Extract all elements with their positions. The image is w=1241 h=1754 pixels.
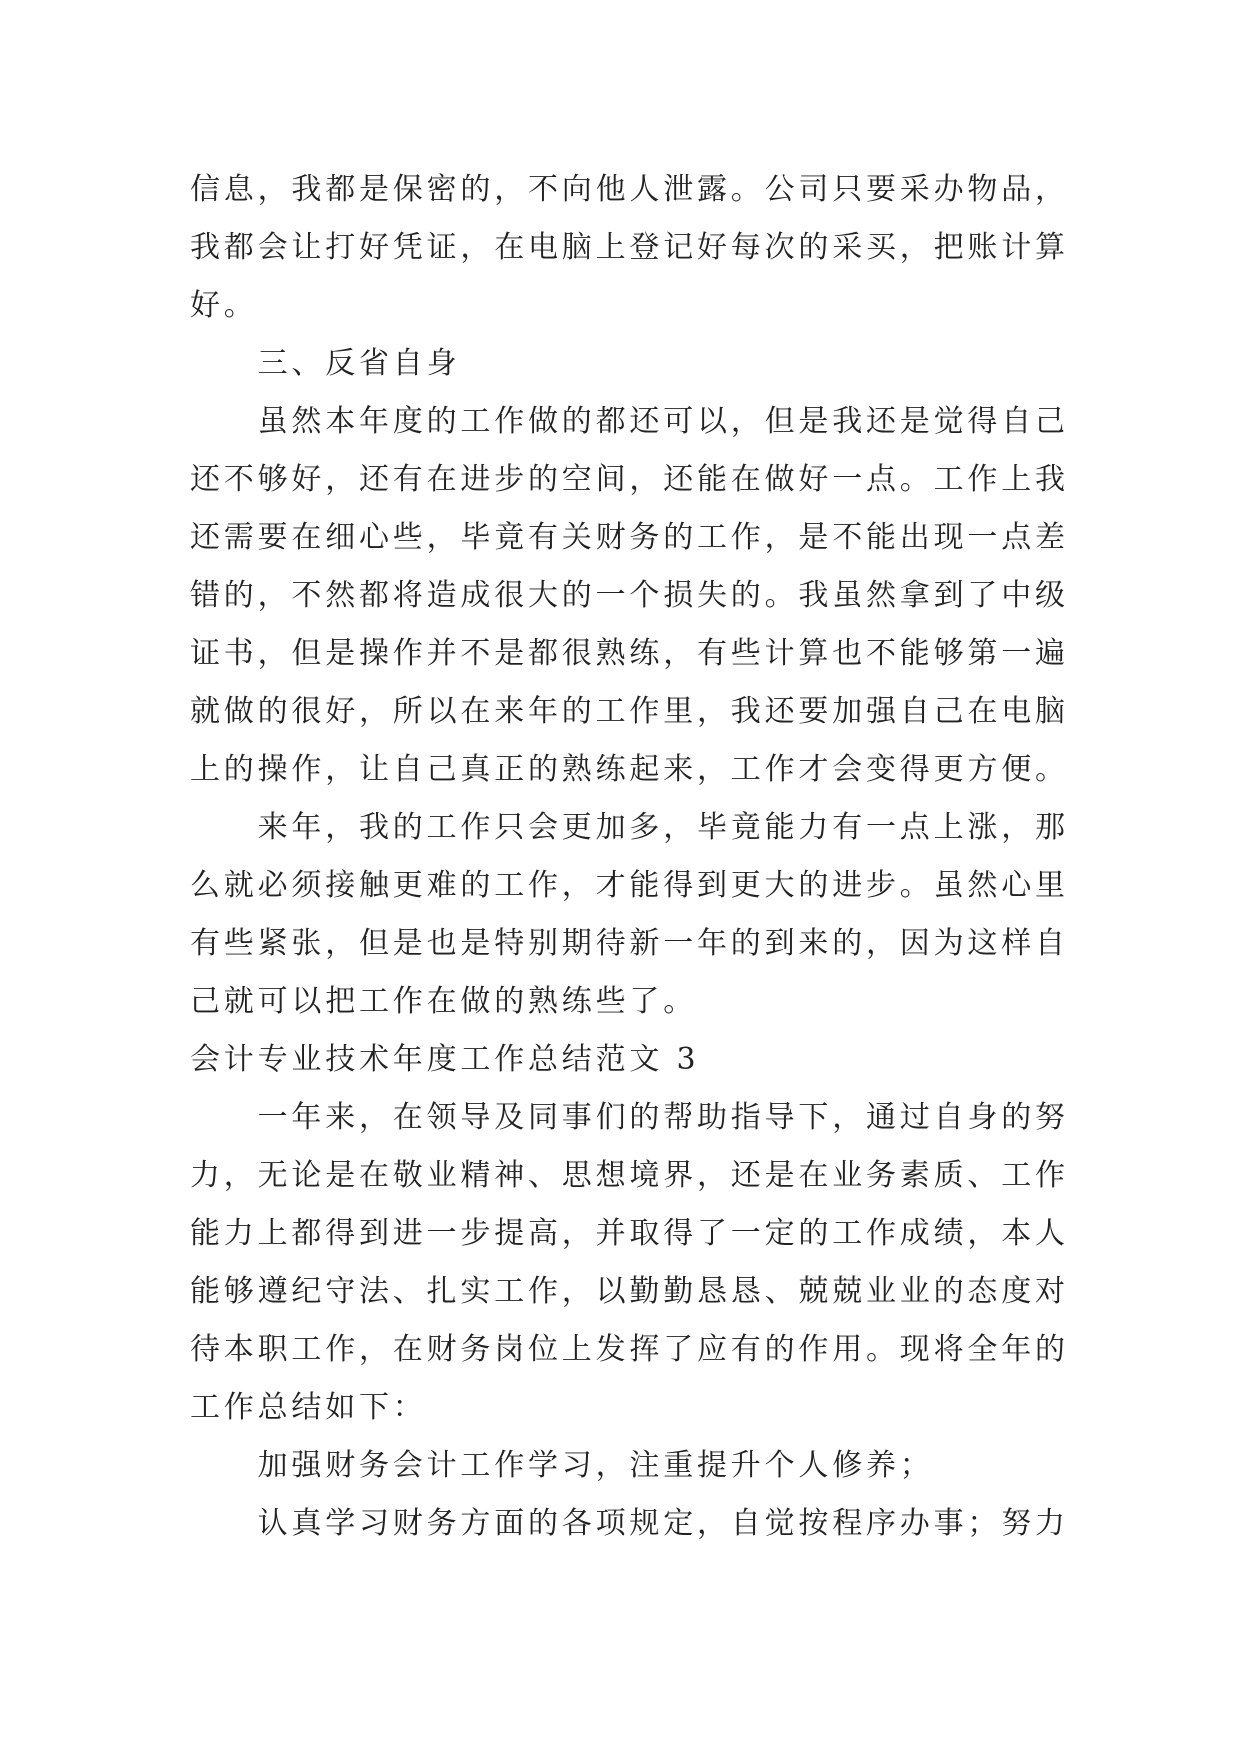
article-title-text: 会计专业技术年度工作总结范文 3 — [190, 1042, 700, 1077]
paragraph-line: 还不够好，还有在进步的空间，还能在做好一点。工作上我 — [190, 462, 1069, 497]
paragraph-line: 能力上都得到进一步提高，并取得了一定的工作成绩，本人 — [190, 1216, 1069, 1251]
paragraph-line: 虽然本年度的工作做的都还可以，但是我还是觉得自己 — [257, 404, 1069, 439]
paragraph-line: 我都会让打好凭证，在电脑上登记好每次的采买，把账计算 — [190, 230, 1069, 265]
subheading-text: 加强财务会计工作学习，注重提升个人修养； — [257, 1448, 934, 1483]
section-heading — [190, 335, 1090, 393]
paragraph-line: 待本职工作，在财务岗位上发挥了应有的作用。现将全年的 — [190, 1332, 1069, 1367]
paragraph-line: 工作总结如下： — [190, 1390, 427, 1425]
paragraph-line: 错的，不然都将造成很大的一个损失的。我虽然拿到了中级 — [190, 578, 1069, 613]
paragraph-line: 有些紧张，但是也是特别期待新一年的到来的，因为这样自 — [190, 926, 1069, 961]
paragraph-line: 上的操作，让自己真正的熟练起来，工作才会变得更方便。 — [190, 752, 1069, 787]
paragraph-line: 一年来，在领导及同事们的帮助指导下，通过自身的努 — [257, 1100, 1069, 1135]
paragraph-line: 力，无论是在敬业精神、思想境界，还是在业务素质、工作 — [190, 1158, 1069, 1193]
paragraph-line: 来年，我的工作只会更加多，毕竟能力有一点上涨，那 — [257, 810, 1069, 845]
intro-paragraph — [190, 1089, 1090, 1437]
paragraph-line: 证书，但是操作并不是都很熟练，有些计算也不能够第一遍 — [190, 636, 1069, 671]
section-heading-text: 三、反省自身 — [257, 346, 461, 381]
paragraph-line: 就做的很好，所以在来年的工作里，我还要加强自己在电脑 — [190, 694, 1069, 729]
paragraph-line: 己就可以把工作在做的熟练些了。 — [190, 984, 697, 1019]
subheading — [190, 1437, 1090, 1495]
paragraph-line: 好。 — [190, 288, 258, 323]
document-body — [190, 161, 1090, 1553]
reflection-paragraph — [190, 393, 1090, 799]
paragraph-line: 能够遵纪守法、扎实工作，以勤勤恳恳、兢兢业业的态度对 — [190, 1274, 1069, 1309]
study-paragraph — [190, 1495, 1090, 1553]
paragraph-line: 还需要在细心些，毕竟有关财务的工作，是不能出现一点差 — [190, 520, 1069, 555]
paragraph-line: 么就必须接触更难的工作，才能得到更大的进步。虽然心里 — [190, 868, 1069, 903]
article-title — [190, 1031, 1090, 1089]
continued-paragraph — [190, 161, 1090, 335]
paragraph-line: 信息，我都是保密的，不向他人泄露。公司只要采办物品， — [190, 172, 1069, 207]
next-year-paragraph — [190, 799, 1090, 1031]
paragraph-line: 认真学习财务方面的各项规定，自觉按程序办事；努力 — [257, 1506, 1069, 1541]
